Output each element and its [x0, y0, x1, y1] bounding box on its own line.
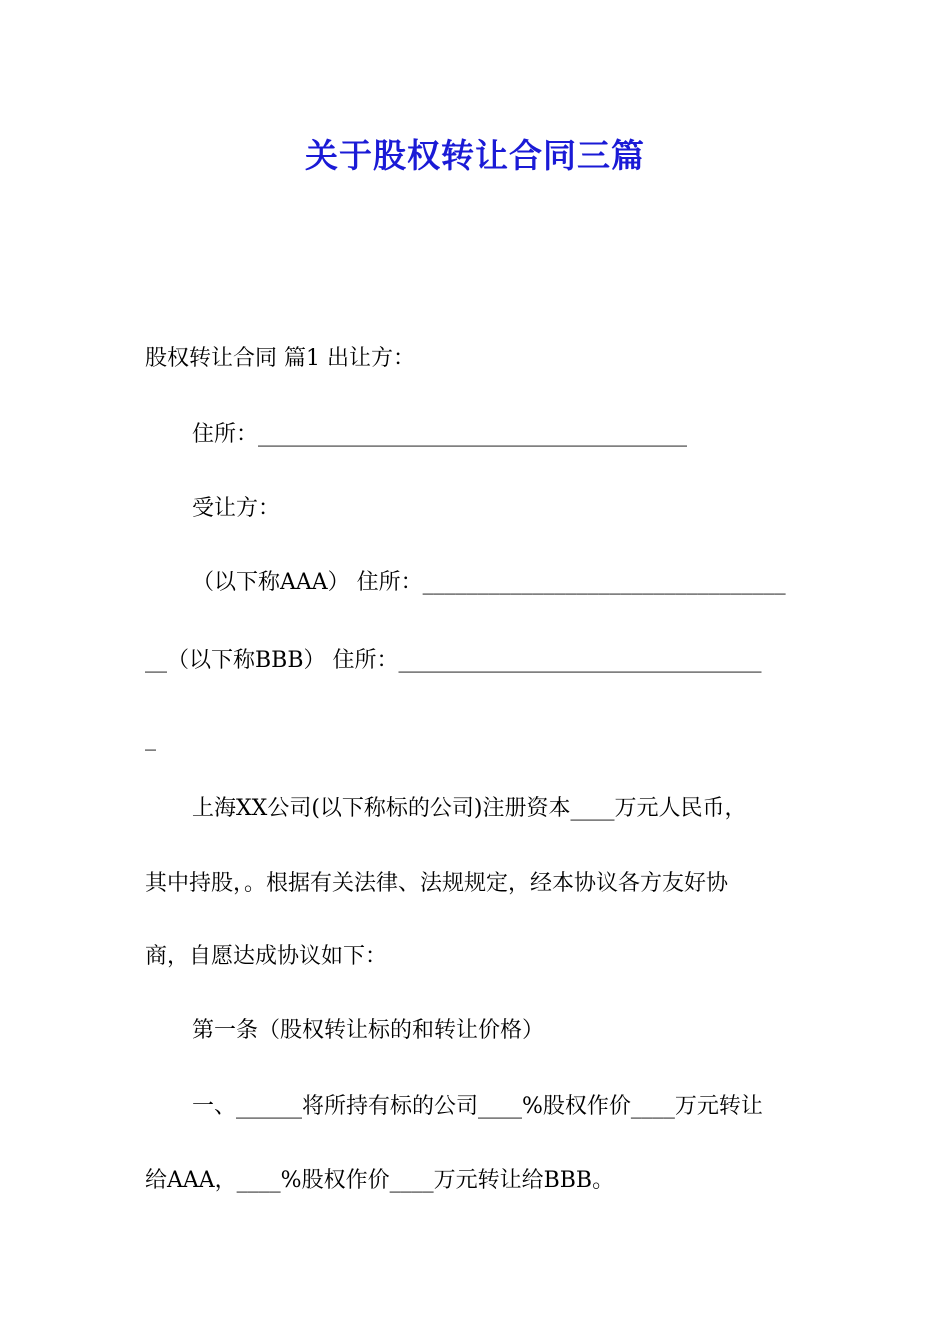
body-line-paragraph-2: 其中持股，。根据有关法律、法规规定，经本协议各方友好协 [145, 871, 729, 896]
body-line-article-1-clause-1b: 给AAA，____%股权作价____万元转让给BBB。 [145, 1168, 615, 1193]
document-title: 关于股权转让合同三篇 [305, 136, 645, 175]
body-line-paragraph-3: 商，自愿达成协议如下： [145, 944, 388, 969]
body-line-transferee: 受让方： [192, 496, 281, 521]
body-line-article-1-heading: 第一条（股权转让标的和转让价格） [192, 1018, 545, 1043]
body-line-paragraph-1: 上海XX公司(以下称标的公司)注册资本____万元人民币， [192, 796, 747, 821]
body-line-party-aaa: （以下称AAA） 住所：_________________________________ [192, 570, 786, 595]
body-line-address-transferor: 住所：_______________________________________ [192, 422, 688, 447]
body-line-article-1-clause-1a: 一、______将所持有标的公司____%股权作价____万元转让 [192, 1094, 763, 1119]
body-line-underscore: _ [145, 726, 156, 751]
body-line-heading: 股权转让合同 篇1 出让方： [145, 346, 415, 371]
body-line-party-bbb: __（以下称BBB） 住所：_________________________________ [145, 648, 762, 673]
